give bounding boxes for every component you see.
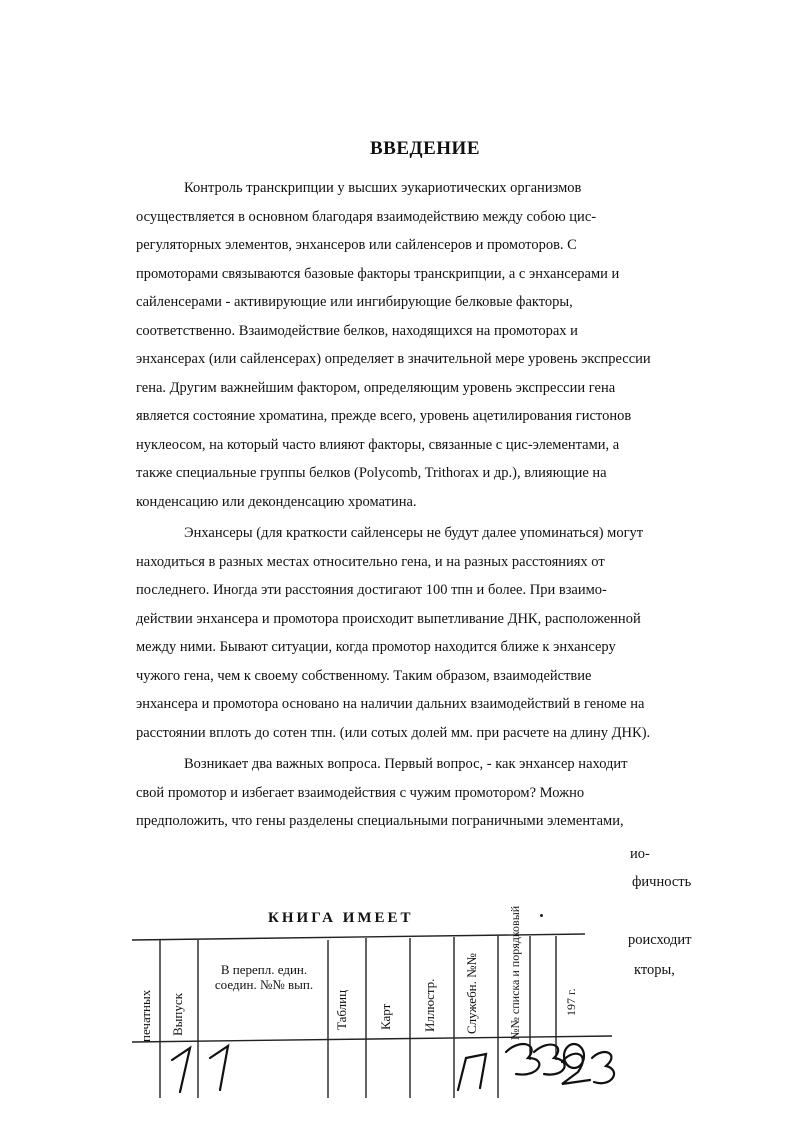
text-line: гена. Другим важнейшим фактором, определяющим уровень экспрессии гена [136, 380, 616, 396]
text-line: сайленсерами - активирующие или ингибирующие белковые факторы, [136, 294, 573, 310]
stamp-column-label: Служебн. №№ [464, 953, 479, 1034]
handwritten-one [210, 1046, 228, 1090]
stamp-title: КНИГА ИМЕЕТ [268, 910, 414, 926]
stamp-column-label: В перепл. един. соедин. №№ вып. [214, 962, 314, 992]
text-line: между ними. Бывают ситуации, когда промотор находится ближе к энхансеру [136, 639, 616, 655]
text-line: осуществляется в основном благодаря взаимодействию между собою цис- [136, 209, 597, 225]
text-line: соответственно. Взаимодействие белков, находящихся на промоторах и [136, 323, 578, 339]
text-line: предположить, что гены разделены специальными пограничными элементами, [136, 813, 624, 829]
text-line: нуклеосом, на который часто влияют факторы, связанные с цис-элементами, а [136, 437, 620, 453]
text-line: последнего. Иногда эти расстояния достигают 100 тпн и более. При взаимо- [136, 582, 607, 598]
text-fragment: роисходит [628, 932, 692, 948]
text-fragment: кторы, [634, 962, 675, 978]
text-line: конденсацию или деконденсацию хроматина. [136, 494, 417, 510]
stamp-column-label: Таблиц [334, 989, 349, 1030]
text-line: Контроль транскрипции у высших эукариотических организмов [184, 180, 582, 196]
handwritten-one [172, 1048, 190, 1092]
stamp-column-label: Иллюстр. [422, 978, 437, 1032]
text-line: энхансерах (или сайленсерах) определяет в значительной мере уровень экспрессии [136, 351, 651, 367]
text-fragment: фичность [632, 874, 692, 890]
text-line: Энхансеры (для краткости сайленсеры не будут далее упоминаться) могут [184, 525, 644, 541]
text-fragment: ио- [630, 846, 650, 862]
text-line: также специальные группы белков (Polycomb, Trithorax и др.), влияющие на [136, 465, 607, 481]
text-line: Возникает два важных вопроса. Первый вопрос, - как энхансер находит [184, 756, 628, 772]
text-line: расстоянии вплоть до сотен тпн. (или сотых долей мм. при расчете на длину ДНК). [136, 725, 651, 741]
text-line: является состояние хроматина, прежде всего, уровень ацетилирования гистонов [136, 408, 632, 424]
text-line: чужого гена, чем к своему собственному. Таким образом, взаимодействие [136, 668, 592, 684]
handwritten-p [458, 1054, 486, 1090]
page-title: ВВЕДЕНИЕ [370, 138, 480, 159]
stamp-column-label: 197 г. [564, 988, 578, 1016]
text-line: свой промотор и избегает взаимодействия с чужим промотором? Можно [136, 785, 585, 801]
stamp-column-label: №№ списка и порядковый [508, 905, 522, 1040]
text-line: регуляторных элементов, энхансеров или сайленсеров и промоторов. С [136, 237, 577, 253]
text-line: находиться в разных местах относительно гена, и на разных расстояниях от [136, 554, 605, 570]
handwritten-330 [506, 1044, 539, 1074]
text-line: действии энхансера и промотора происходит выпетливание ДНК, расположенной [136, 611, 641, 627]
stamp-column-label: Выпуск [170, 993, 185, 1036]
text-line: промоторами связываются базовые факторы транскрипции, а с энхансерами и [136, 266, 620, 282]
stamp-column-label: печатных [138, 989, 153, 1042]
text-line: энхансера и промотора основано на наличии дальних взаимодействий в геноме на [136, 696, 645, 712]
stamp-column-label: Карт [378, 1003, 393, 1030]
